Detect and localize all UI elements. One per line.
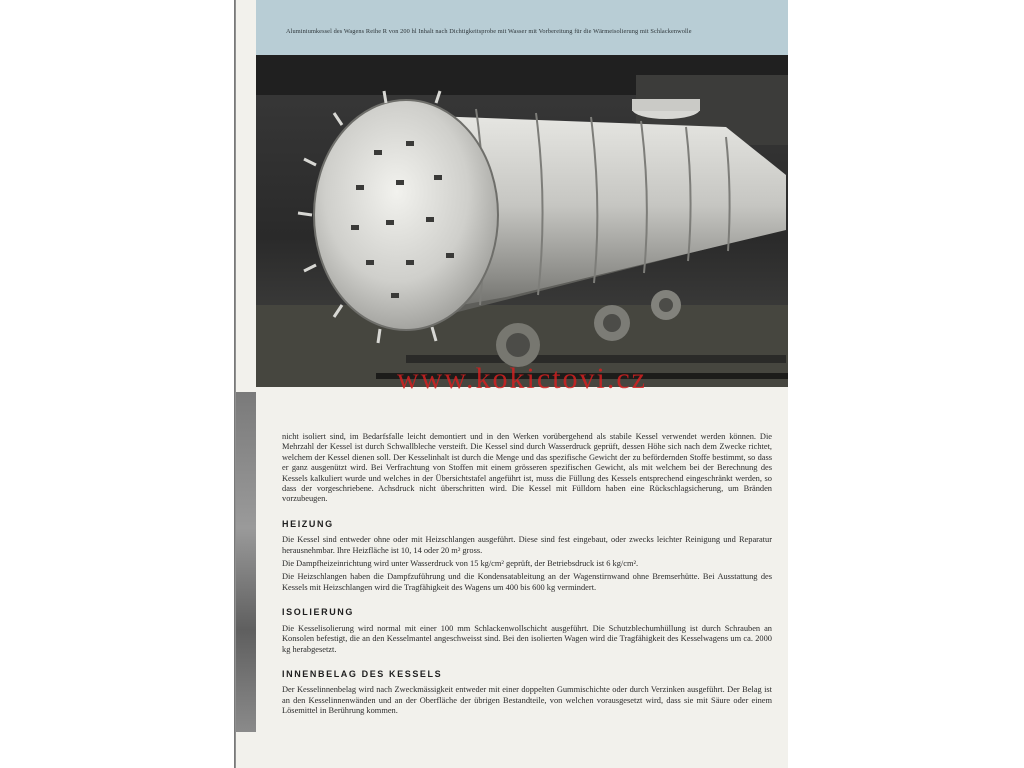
heizung-paragraph-2: Die Dampfheizeinrichtung wird unter Wasserdruck von 15 kg/cm² geprüft, der Betriebsdruck ist 6 kg/cm². bbox=[282, 559, 639, 569]
watermark: www.kokictovi.cz bbox=[397, 362, 647, 395]
isolierung-paragraph-1: Die Kesselisolierung wird normal mit einer 100 mm Schlackenwollschicht ausgeführt. Die Schutzblechumhüllung ist durch Schrauben an Konsolen befestigt, die an den Kesselmantel angeschweisst sind. Bei den isolierten Wagen wird die Tragfähigkeit des Kesselwagens um ca. 2000 kg herabgesetzt. bbox=[282, 623, 772, 654]
intro-paragraph: nicht isoliert sind, im Bedarfsfalle leicht demontiert und in den Werken vorübergehend als stabile Kessel verwendet werden können. Die Mehrzahl der Kessel ist durch Schwallbleche versteift. Die Kessel sind durch Wasserdruck geprüft, dessen Höhe sich nach dem Zwecke richtet, welchem der Kessel dienen soll. Der Kesselinhalt ist durch die Menge und das spezifische Gewicht der zu befördernden Stoffe bestimmt, so dass er ganz ausgenützt wird. Bei Verfrachtung von Stoffen mit einem grösseren spezifischen Gewicht, als mit welchem bei der Berechnung des Kessels kalkuliert wurde und welches in der Übersichtstafel angeführt ist, muss die Füllung des Kessels entsprechend eingeschränkt werden, so dass der vorgeschriebene. Achsdruck nicht überschritten wird. Die Kessel mit Fülldorn haben eine Rückschlagsicherung, um Bränden vorzubeugen. bbox=[282, 432, 772, 504]
caption-band bbox=[256, 0, 788, 55]
tank-photo bbox=[256, 55, 788, 387]
heading-heizung: HEIZUNG bbox=[282, 518, 334, 529]
heading-isolierung: ISOLIERUNG bbox=[282, 607, 355, 618]
photo-caption: Aluminiumkessel des Wagens Reihe R von 200 hl Inhalt nach Dichtigkeitsprobe mit Wasser mit Vorbereitung für die Wärmeisolierung mit Schlackenwolle bbox=[286, 28, 692, 35]
tank-photo-illustration bbox=[256, 55, 788, 387]
scan-side-strip bbox=[236, 392, 256, 732]
document-page bbox=[236, 0, 788, 768]
heizung-paragraph-3: Die Heizschlangen haben die Dampfzuführung und die Kondensatableitung an der Wagenstirnwand ohne Bremserhütte. Bei Ausstattung des Kessels mit Heizschlangen wird die Tragfähigkeit des Wagens um 400 bis 600 kg vermindert. bbox=[282, 572, 772, 592]
innenbelag-paragraph-1: Der Kesselinnenbelag wird nach Zweckmässigkeit entweder mit einer doppelten Gummischichte oder durch Verzinken ausgeführt. Der Belag ist an den Kesselinnenwänden und an der Oberfläche der übrigen Bestandteile, von welchen vorausgesetzt wird, dass sie mit Säure oder einem Lösemittel in Berührung kommen. bbox=[282, 685, 772, 716]
body-text bbox=[282, 432, 772, 720]
heizung-paragraph-1: Die Kessel sind entweder ohne oder mit Heizschlangen ausgeführt. Diese sind fest eingebaut, oder zwecks leichter Reinigung und Reparatur herausnehmbar. Ihre Heizfläche ist 10, 14 oder 20 m² gross. bbox=[282, 535, 772, 555]
heading-innenbelag: INNENBELAG DES KESSELS bbox=[282, 668, 443, 679]
